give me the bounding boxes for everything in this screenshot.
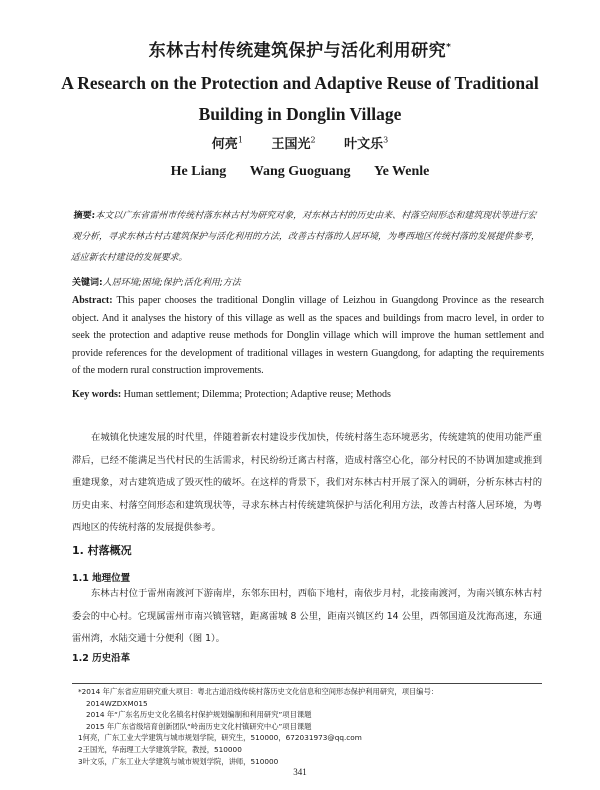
section-heading-1: 1. 村落概况 xyxy=(72,544,132,557)
authors-chinese: 何亮$^1$ 王国光$^2$ 叶文乐$^3$ xyxy=(211,135,389,152)
footnote-line: 2王国光，华南理工大学建筑学院，教授，510000 xyxy=(78,744,242,754)
author-en-3: Ye Wenle xyxy=(374,164,430,179)
author-en-2: Wang Guoguang xyxy=(249,164,351,179)
abstract-cn-label: 摘要: xyxy=(73,211,96,221)
abstract-english xyxy=(72,292,544,380)
author-cn-2: 王国光 xyxy=(271,137,311,152)
footnote-line: *2014 年广东省应用研究重大项目：粤北古道沿线传统村落历史文化信息和空间形态保护利用研究，项目编号： xyxy=(78,687,439,696)
footnote-line: 3叶文乐，广东工业大学建筑与城市规划学院，讲师，510000 xyxy=(78,756,279,766)
keywords-en-label: Key words: xyxy=(72,389,122,400)
keywords-english xyxy=(72,389,544,400)
abstract-en-text: This paper chooses the traditional Donglin village of Leizhou in Guangdong Province as the research object. And it analyses the history of this village as well as the spaces and buildings from macro level, in order to seek the protection and adaptive reuse methods for Donglin village which will improve the human settlement and provide references for the development of traditional villages in western Guangdong, for adapting the requirements of the modern rural construction improvements. xyxy=(72,295,544,376)
section-heading-1-2: 1.2 历史沿革 xyxy=(72,653,131,664)
keywords-en-text: Human settlement; Dilemma; Protection; Adaptive reuse; Methods xyxy=(123,389,391,400)
section-heading-1-1: 1.1 地理位置 xyxy=(72,573,131,584)
keywords-chinese xyxy=(72,275,540,291)
english-title: A Research on the Protection and Adaptive Reuse of Traditional Building in Donglin Village xyxy=(61,73,539,124)
location-paragraph: 东林古村位于雷州南渡河下游南岸，东邻东田村，西临下地村，南依步月村，北接南渡河，为南兴镇东林古村委会的中心村。它现属雷州市南兴镇管辖，距离雷城 8 公里，距南兴镇区约 14 公里，西邻国道及沈海高速，东通雷州湾，水陆交通十分便利（图 1）。 xyxy=(72,588,542,644)
author-cn-3: 叶文乐 xyxy=(344,137,384,152)
author-en-1: He Liang xyxy=(170,164,227,179)
authors-english xyxy=(0,164,600,180)
footnote-line: 1何亮，广东工业大学建筑与城市规划学院，研究生，510000，672031973@qq.com xyxy=(78,733,362,743)
abstract-cn-text: 本文以广东省雷州市传统村落东林古村为研究对象，对东林古村的历史由来、村落空间形态和建筑现状等进行宏观分析，寻求东林古村古建筑保护与活化利用的方法，改善古村落的人居环境，为粤西地区传统村落的发展提供参考，适应新农村建设的发展要求。 xyxy=(70,211,541,263)
chinese-title: 东林古村传统建筑保护与活化利用研究* xyxy=(148,41,452,61)
intro-paragraph: 在城镇化快速发展的时代里，伴随着新农村建设步伐加快，传统村落生态环境恶劣，传统建筑的使用功能严重滞后，已经不能满足当代村民的生活需求，村民纷纷迁离古村落，造成村落空心化，部分村民的不协调加建或推到重建现象，对古建筑造成了毁灭性的破坏。在这样的背景下，我们对东林古村开展了深入的调研，分析东林古村的历史由来、村落空间形态和建筑现状等，寻求东林古村传统建筑保护与活化利用方法，改善古村落人居环境，为粤西地区的传统村落的发展提供参考。 xyxy=(72,432,542,533)
abstract-chinese xyxy=(70,206,542,269)
keywords-cn-label: 关键词: xyxy=(72,278,103,288)
footnotes xyxy=(78,686,544,767)
abstract-en-label: Abstract: xyxy=(72,295,113,306)
author-cn-1: 何亮 xyxy=(211,137,238,152)
footnote-line: 2015 年广东省级培育创新团队“岭南历史文化村镇研究中心”项目课题 xyxy=(86,721,312,731)
footnote-line: 2014 年“广东名历史文化名镇名村保护规划编制和利用研究”项目课题 xyxy=(86,710,312,720)
page-number: 341 xyxy=(293,767,307,777)
footnote-divider xyxy=(72,683,542,684)
keywords-cn-text: 人居环境;困境;保护;活化利用;方法 xyxy=(102,278,241,288)
footnote-line: 2014WZDXM015 xyxy=(86,698,148,708)
